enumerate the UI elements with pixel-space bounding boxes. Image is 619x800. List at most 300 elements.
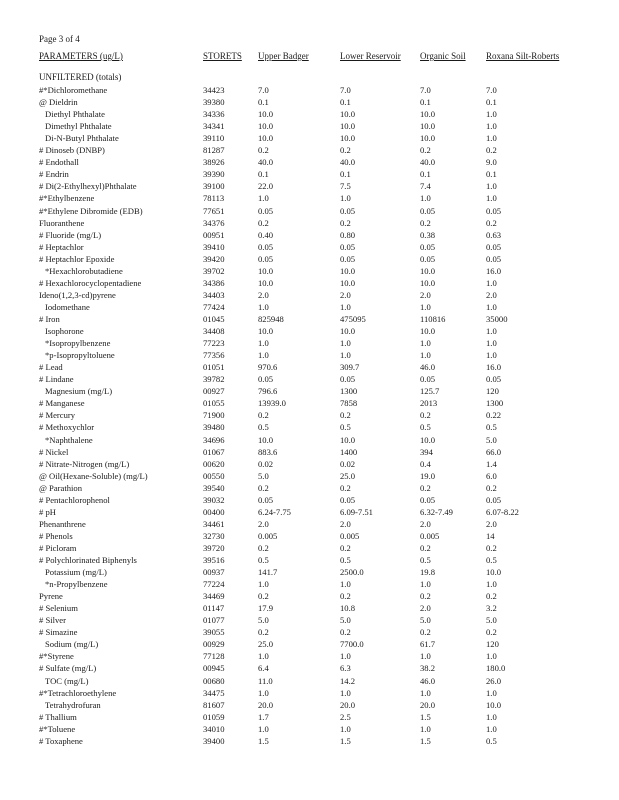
roxana-silt-value: 10.0: [486, 567, 502, 577]
table-row: [0, 168, 619, 180]
storet-code: 01077: [203, 615, 225, 626]
parameter-name: # Endothall: [39, 157, 79, 168]
organic-soil-value: 10.0: [420, 121, 436, 132]
upper-badger-value: 2.0: [258, 518, 269, 529]
upper-badger-value: 0.05: [258, 494, 274, 505]
storet-code: 34336: [203, 109, 225, 120]
parameter-name: # Dinoseb (DNBP): [39, 145, 105, 156]
roxana-silt-value: 0.05: [486, 241, 502, 252]
upper-badger-value: 1.0: [258, 651, 269, 662]
parameter-name: # pH: [39, 506, 56, 517]
storet-code: 01051: [203, 362, 225, 373]
upper-badger-value: 0.2: [258, 482, 269, 493]
table-row: [0, 241, 619, 253]
roxana-silt-value: 0.2: [486, 482, 497, 493]
parameter-name: # Di(2-Ethylhexyl)Phthalate: [39, 181, 137, 192]
roxana-silt-value: 0.05: [486, 205, 502, 216]
organic-soil-value: 0.1: [420, 169, 431, 180]
upper-badger-value: 13939.0: [258, 398, 286, 409]
lower-reservoir-value: 0.2: [340, 627, 351, 638]
storet-code: 00945: [203, 663, 225, 674]
table-row: [0, 470, 619, 482]
organic-soil-value: 46.0: [420, 362, 436, 373]
lower-reservoir-value: 0.05: [340, 241, 356, 252]
parameter-name: # Lead: [39, 362, 63, 373]
roxana-silt-value: 10.0: [486, 699, 502, 710]
roxana-silt-value: 0.1: [486, 97, 497, 107]
roxana-silt-value: 1300: [486, 398, 504, 409]
roxana-silt-value: 180.0: [486, 663, 506, 674]
header-upper-badger: Upper Badger: [258, 51, 309, 61]
organic-soil-value: 19.0: [420, 470, 436, 481]
upper-badger-value: 0.5: [258, 555, 269, 565]
organic-soil-value: 0.4: [420, 458, 431, 469]
roxana-silt-value: 0.63: [486, 229, 502, 240]
parameter-name: #*Styrene: [39, 651, 74, 662]
organic-soil-value: 0.05: [420, 241, 436, 252]
upper-badger-value: 7.0: [258, 85, 269, 95]
organic-soil-value: 0.2: [420, 145, 431, 156]
upper-badger-value: 10.0: [258, 109, 274, 120]
parameter-name: Dimethyl Phthalate: [45, 121, 112, 132]
upper-badger-value: 1.0: [258, 301, 269, 312]
upper-badger-value: 2.0: [258, 289, 269, 300]
header-roxana-silt-roberts: Roxana Silt-Roberts: [486, 51, 560, 61]
storet-code: 39480: [203, 422, 225, 433]
table-row: [0, 337, 619, 349]
parameter-name: # Lindane: [39, 374, 74, 385]
table-row: [0, 253, 619, 265]
table-row: [0, 650, 619, 662]
table-row: [0, 518, 619, 530]
table-row: [0, 602, 619, 614]
parameter-name: @ Oil(Hexane-Soluble) (mg/L): [39, 470, 148, 481]
roxana-silt-value: 6.0: [486, 470, 497, 481]
parameter-name: #*Toluene: [39, 723, 76, 734]
organic-soil-value: 40.0: [420, 157, 436, 168]
storet-code: 39032: [203, 494, 225, 505]
storet-code: 00951: [203, 229, 225, 240]
parameter-name: Diethyl Phthalate: [45, 109, 105, 120]
upper-badger-value: 10.0: [258, 434, 274, 445]
roxana-silt-value: 0.05: [486, 494, 502, 505]
upper-badger-value: 0.05: [258, 374, 274, 385]
organic-soil-value: 1.0: [420, 651, 431, 662]
upper-badger-value: 0.40: [258, 229, 274, 240]
upper-badger-value: 1.5: [258, 735, 269, 746]
table-row: [0, 180, 619, 192]
parameter-name: Potassium (mg/L): [45, 567, 107, 577]
upper-badger-value: 6.24-7.75: [258, 506, 291, 517]
organic-soil-value: 0.05: [420, 253, 436, 264]
upper-badger-value: 1.0: [258, 579, 269, 589]
table-row: [0, 446, 619, 458]
organic-soil-value: 1.5: [420, 735, 431, 746]
table-row: [0, 566, 619, 578]
lower-reservoir-value: 10.0: [340, 326, 356, 336]
table-row: [0, 120, 619, 132]
upper-badger-value: 0.1: [258, 169, 269, 180]
lower-reservoir-value: 0.05: [340, 205, 356, 216]
upper-badger-value: 0.2: [258, 627, 269, 638]
upper-badger-value: 0.05: [258, 253, 274, 264]
organic-soil-value: 0.1: [420, 97, 431, 107]
organic-soil-value: 0.2: [420, 542, 431, 553]
storet-code: 01059: [203, 711, 225, 722]
roxana-silt-value: 1.0: [486, 711, 497, 722]
organic-soil-value: 2.0: [420, 289, 431, 300]
lower-reservoir-value: 0.1: [340, 97, 351, 107]
section-title: UNFILTERED (totals): [39, 72, 122, 82]
parameter-name: # Methoxychlor: [39, 422, 95, 433]
organic-soil-value: 1.0: [420, 301, 431, 312]
lower-reservoir-value: 0.2: [340, 591, 351, 602]
parameter-name: Sodium (mg/L): [45, 639, 99, 650]
table-row: [0, 662, 619, 674]
parameter-name: # Nickel: [39, 446, 69, 457]
table-row: [0, 434, 619, 446]
upper-badger-value: 11.0: [258, 675, 273, 686]
parameter-name: # Picloram: [39, 542, 77, 553]
storet-code: 00400: [203, 506, 225, 517]
header-parameters: PARAMETERS (ug/L): [39, 51, 123, 61]
roxana-silt-value: 120: [486, 639, 499, 650]
table-row: [0, 482, 619, 494]
organic-soil-value: 2013: [420, 398, 438, 409]
lower-reservoir-value: 6.3: [340, 663, 351, 674]
organic-soil-value: 110816: [420, 314, 446, 324]
organic-soil-value: 1.0: [420, 723, 431, 734]
storet-code: 01055: [203, 398, 225, 409]
lower-reservoir-value: 1.0: [340, 338, 351, 349]
lower-reservoir-value: 1.0: [340, 301, 351, 312]
table-row: [0, 614, 619, 626]
parameter-name: TOC (mg/L): [45, 675, 89, 686]
lower-reservoir-value: 10.0: [340, 109, 356, 120]
upper-badger-value: 10.0: [258, 265, 274, 276]
lower-reservoir-value: 1.0: [340, 723, 351, 734]
storet-code: 34475: [203, 687, 225, 698]
roxana-silt-value: 1.0: [486, 579, 497, 589]
upper-badger-value: 0.2: [258, 217, 269, 228]
roxana-silt-value: 3.2: [486, 603, 497, 614]
lower-reservoir-value: 0.005: [340, 530, 360, 541]
roxana-silt-value: 0.5: [486, 422, 497, 433]
storet-code: 34469: [203, 591, 225, 602]
storet-code: 39420: [203, 253, 225, 264]
organic-soil-value: 1.5: [420, 711, 431, 722]
table-row: [0, 289, 619, 301]
roxana-silt-value: 66.0: [486, 446, 502, 457]
header-lower-reservoir: Lower Reservoir: [340, 51, 401, 61]
table-row: [0, 711, 619, 723]
lower-reservoir-value: 1400: [340, 446, 358, 457]
storet-code: 71900: [203, 410, 225, 421]
storet-code: 34341: [203, 121, 225, 132]
parameter-name: # Simazine: [39, 627, 78, 638]
table-row: [0, 723, 619, 735]
roxana-silt-value: 1.0: [486, 338, 497, 349]
upper-badger-value: 0.2: [258, 410, 269, 421]
organic-soil-value: 1.0: [420, 338, 431, 349]
roxana-silt-value: 0.2: [486, 217, 497, 228]
lower-reservoir-value: 7.0: [340, 85, 351, 95]
upper-badger-value: 796.6: [258, 386, 278, 397]
parameter-name: Ideno(1,2,3-cd)pyrene: [39, 289, 116, 300]
lower-reservoir-value: 0.2: [340, 410, 351, 421]
table-row: [0, 397, 619, 409]
lower-reservoir-value: 0.05: [340, 253, 356, 264]
lower-reservoir-value: 2.5: [340, 711, 351, 722]
storet-code: 77224: [203, 579, 225, 589]
organic-soil-value: 0.05: [420, 494, 436, 505]
roxana-silt-value: 14: [486, 530, 495, 541]
upper-badger-value: 883.6: [258, 446, 278, 457]
table-row: [0, 506, 619, 518]
table-row: [0, 735, 619, 747]
lower-reservoir-value: 20.0: [340, 699, 356, 710]
upper-badger-value: 10.0: [258, 277, 274, 288]
table-row: [0, 542, 619, 554]
roxana-silt-value: 16.0: [486, 362, 502, 373]
storet-code: 34010: [203, 723, 225, 734]
parameter-name: # Hexachlorocyclopentadiene: [39, 277, 142, 288]
upper-badger-value: 10.0: [258, 133, 274, 144]
lower-reservoir-value: 1300: [340, 386, 358, 397]
table-row: [0, 325, 619, 337]
storet-code: 34696: [203, 434, 225, 445]
lower-reservoir-value: 2.0: [340, 518, 351, 529]
parameter-name: # Iron: [39, 314, 60, 324]
upper-badger-value: 1.0: [258, 687, 269, 698]
upper-badger-value: 22.0: [258, 181, 274, 192]
storet-code: 00680: [203, 675, 225, 686]
organic-soil-value: 0.5: [420, 422, 431, 433]
upper-badger-value: 0.1: [258, 97, 269, 107]
organic-soil-value: 2.0: [420, 518, 431, 529]
parameter-name: # Selenium: [39, 603, 78, 614]
upper-badger-value: 10.0: [258, 121, 274, 132]
table-row: [0, 108, 619, 120]
upper-badger-value: 825948: [258, 314, 284, 324]
parameter-name: @ Parathion: [39, 482, 82, 493]
organic-soil-value: 7.4: [420, 181, 431, 192]
storet-code: 38926: [203, 157, 225, 168]
organic-soil-value: 0.005: [420, 530, 440, 541]
roxana-silt-value: 26.0: [486, 675, 502, 686]
table-row: [0, 84, 619, 96]
roxana-silt-value: 1.4: [486, 458, 497, 469]
parameter-name: Phenanthrene: [39, 518, 86, 529]
lower-reservoir-value: 10.0: [340, 265, 356, 276]
organic-soil-value: 0.38: [420, 229, 436, 240]
roxana-silt-value: 1.0: [486, 133, 497, 144]
storet-code: 39110: [203, 133, 225, 144]
table-row: [0, 192, 619, 204]
storet-code: 77128: [203, 651, 225, 662]
lower-reservoir-value: 7.5: [340, 181, 351, 192]
storet-code: 39516: [203, 555, 225, 565]
roxana-silt-value: 0.05: [486, 253, 502, 264]
roxana-silt-value: 1.0: [486, 723, 497, 734]
organic-soil-value: 10.0: [420, 265, 436, 276]
upper-badger-value: 0.005: [258, 530, 278, 541]
table-row: [0, 229, 619, 241]
storet-code: 01147: [203, 603, 225, 614]
parameter-name: #*Tetrachloroethylene: [39, 687, 117, 698]
lower-reservoir-value: 1.0: [340, 651, 351, 662]
table-row: [0, 156, 619, 168]
parameter-name: # Polychlorinated Biphenyls: [39, 555, 137, 565]
upper-badger-value: 5.0: [258, 615, 269, 626]
upper-badger-value: 25.0: [258, 639, 274, 650]
roxana-silt-value: 1.0: [486, 181, 497, 192]
roxana-silt-value: 5.0: [486, 615, 497, 626]
parameter-name: # Fluoride (mg/L): [39, 229, 102, 240]
table-row: [0, 687, 619, 699]
roxana-silt-value: 0.2: [486, 145, 497, 156]
upper-badger-value: 0.2: [258, 591, 269, 602]
table-row: [0, 458, 619, 470]
table-row: [0, 265, 619, 277]
lower-reservoir-value: 1.0: [340, 350, 351, 361]
table-row: [0, 205, 619, 217]
organic-soil-value: 20.0: [420, 699, 436, 710]
storet-code: 34376: [203, 217, 225, 228]
storet-code: 00550: [203, 470, 225, 481]
parameter-name: # Phenols: [39, 530, 73, 541]
table-row: [0, 373, 619, 385]
lower-reservoir-value: 7858: [340, 398, 358, 409]
storet-code: 78113: [203, 193, 225, 204]
parameter-name: Iodomethane: [45, 301, 90, 312]
storet-code: 39540: [203, 482, 225, 493]
roxana-silt-value: 1.0: [486, 687, 497, 698]
parameter-name: *p-Isopropyltoluene: [45, 350, 115, 361]
table-row: [0, 554, 619, 566]
organic-soil-value: 1.0: [420, 193, 431, 204]
lower-reservoir-value: 10.0: [340, 434, 356, 445]
parameter-name: # Thallium: [39, 711, 77, 722]
upper-badger-value: 5.0: [258, 470, 269, 481]
organic-soil-value: 5.0: [420, 615, 431, 626]
lower-reservoir-value: 0.2: [340, 482, 351, 493]
organic-soil-value: 10.0: [420, 434, 436, 445]
lower-reservoir-value: 0.02: [340, 458, 356, 469]
organic-soil-value: 0.2: [420, 217, 431, 228]
parameter-name: Isophorone: [45, 326, 84, 336]
roxana-silt-value: 1.0: [486, 121, 497, 132]
upper-badger-value: 10.0: [258, 326, 274, 336]
table-row: [0, 530, 619, 542]
roxana-silt-value: 0.5: [486, 555, 497, 565]
lower-reservoir-value: 2500.0: [340, 567, 364, 577]
parameter-name: Di-N-Butyl Phthalate: [45, 133, 119, 144]
roxana-silt-value: 5.0: [486, 434, 497, 445]
roxana-silt-value: 35000: [486, 314, 508, 324]
roxana-silt-value: 1.0: [486, 326, 497, 336]
table-row: [0, 675, 619, 687]
parameter-name: *Naphthalene: [45, 434, 93, 445]
organic-soil-value: 19.8: [420, 567, 436, 577]
storet-code: 00620: [203, 458, 225, 469]
upper-badger-value: 1.0: [258, 723, 269, 734]
parameter-name: Fluoranthene: [39, 217, 85, 228]
upper-badger-value: 0.05: [258, 241, 274, 252]
lower-reservoir-value: 10.8: [340, 603, 356, 614]
lower-reservoir-value: 1.0: [340, 687, 351, 698]
parameter-name: Magnesium (mg/L): [45, 386, 113, 397]
upper-badger-value: 0.2: [258, 145, 269, 156]
upper-badger-value: 1.0: [258, 350, 269, 361]
organic-soil-value: 10.0: [420, 133, 436, 144]
roxana-silt-value: 1.0: [486, 277, 497, 288]
table-row: [0, 421, 619, 433]
lower-reservoir-value: 25.0: [340, 470, 356, 481]
storet-code: 39702: [203, 265, 225, 276]
storet-code: 34386: [203, 277, 225, 288]
organic-soil-value: 7.0: [420, 85, 431, 95]
upper-badger-value: 17.9: [258, 603, 274, 614]
parameter-name: # Silver: [39, 615, 66, 626]
organic-soil-value: 125.7: [420, 386, 440, 397]
roxana-silt-value: 1.0: [486, 109, 497, 120]
table-row: [0, 494, 619, 506]
upper-badger-value: 20.0: [258, 699, 274, 710]
roxana-silt-value: 1.0: [486, 193, 497, 204]
parameter-name: *Hexachlorobutadiene: [45, 265, 123, 276]
lower-reservoir-value: 0.05: [340, 494, 356, 505]
storet-code: 00927: [203, 386, 225, 397]
roxana-silt-value: 1.0: [486, 301, 497, 312]
storet-code: 81607: [203, 699, 225, 710]
lower-reservoir-value: 10.0: [340, 121, 356, 132]
page-number: Page 3 of 4: [39, 34, 80, 44]
table-row: [0, 385, 619, 397]
roxana-silt-value: 0.05: [486, 374, 502, 385]
lower-reservoir-value: 0.80: [340, 229, 356, 240]
header-storets: STORETS: [203, 51, 242, 61]
roxana-silt-value: 0.5: [486, 735, 497, 746]
lower-reservoir-value: 40.0: [340, 157, 356, 168]
table-row: [0, 217, 619, 229]
roxana-silt-value: 0.2: [486, 627, 497, 638]
lower-reservoir-value: 2.0: [340, 289, 351, 300]
storet-code: 34423: [203, 85, 225, 95]
storet-code: 00929: [203, 639, 225, 650]
lower-reservoir-value: 0.05: [340, 374, 356, 385]
table-row: [0, 578, 619, 590]
storet-code: 32730: [203, 530, 225, 541]
lower-reservoir-value: 10.0: [340, 133, 356, 144]
lower-reservoir-value: 1.0: [340, 579, 351, 589]
storet-code: 01067: [203, 446, 225, 457]
storet-code: 39400: [203, 735, 225, 746]
lower-reservoir-value: 0.2: [340, 145, 351, 156]
parameter-name: *n-Propylbenzene: [45, 579, 108, 589]
parameter-name: # Manganese: [39, 398, 85, 409]
upper-badger-value: 1.7: [258, 711, 269, 722]
organic-soil-value: 0.05: [420, 205, 436, 216]
storet-code: 77424: [203, 301, 225, 312]
organic-soil-value: 10.0: [420, 277, 436, 288]
table-row: [0, 132, 619, 144]
lower-reservoir-value: 1.5: [340, 735, 351, 746]
lower-reservoir-value: 6.09-7.51: [340, 506, 373, 517]
storet-code: 39720: [203, 542, 225, 553]
lower-reservoir-value: 1.0: [340, 193, 351, 204]
table-row: [0, 349, 619, 361]
